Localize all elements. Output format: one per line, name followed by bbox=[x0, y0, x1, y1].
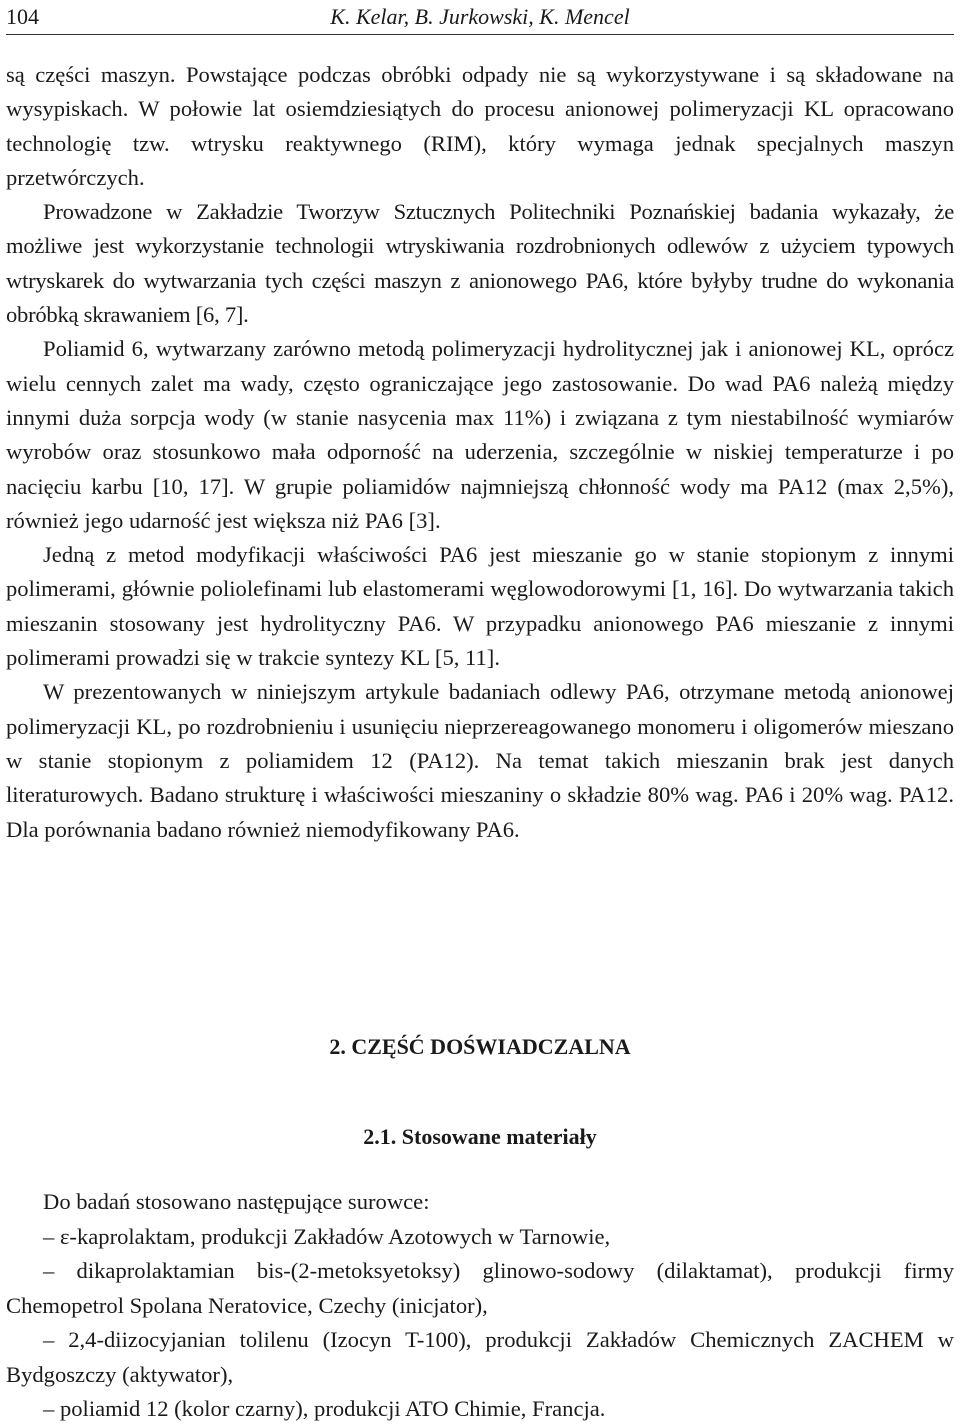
section-heading: 2. CZĘŚĆ DOŚWIADCZALNA bbox=[329, 1034, 631, 1059]
subsection-heading: 2.1. Stosowane materiały bbox=[363, 1124, 597, 1149]
paragraph: W prezentowanych w niniejszym artykule badaniach odlewy PA6, otrzymane metodą anionowej polimeryzacji KL, po rozdrobnieniu i usunięciu nieprzereagowanego monomeru i oligomerów mieszano w stanie stopionym z poliamidem 12 (PA12). Na temat takich mieszanin brak jest danych literaturowych. Badano strukturę i właściwości mieszaniny o składzie 80% wag. PA6 i 20% wag. PA12. Dla porównania badano również niemodyfikowany PA6. bbox=[6, 679, 954, 842]
materials-intro: Do badań stosowano następujące surowce: bbox=[43, 1189, 430, 1214]
article-body bbox=[6, 58, 954, 847]
page-header bbox=[6, 0, 954, 35]
running-head-authors: K. Kelar, B. Jurkowski, K. Mencel bbox=[330, 4, 630, 29]
list-item: – poliamid 12 (kolor czarny), produkcji ATO Chimie, Francja. bbox=[43, 1396, 606, 1421]
paragraph: Prowadzone w Zakładzie Tworzyw Sztucznych Politechniki Poznańskiej badania wykazały, że możliwe jest wykorzystanie technologii wtryskiwania rozdrobnionych odlewów z użyciem typowych wtryskarek do wytwarzania tych części maszyn z anionowego PA6, które byłyby trudne do wykonania obróbką skrawaniem [6, 7]. bbox=[6, 199, 954, 328]
page-number: 104 bbox=[6, 4, 39, 29]
paragraph: są części maszyn. Powstające podczas obróbki odpady nie są wykorzystywane i są składowane na wysypiskach. W połowie lat osiemdziesiątych do procesu anionowej polimeryzacji KL opracowano technologię tzw. wtrysku reaktywnego (RIM), który wymaga jednak specjalnych maszyn przetwórczych. bbox=[6, 62, 954, 190]
paragraph: Poliamid 6, wytwarzany zarówno metodą polimeryzacji hydrolitycznej jak i anionowej KL, oprócz wielu cennych zalet ma wady, często ograniczające jego zastosowanie. Do wad PA6 należą między innymi duża sorpcja wody (w stanie nasycenia max 11%) i związana z tym niestabilność wymiarów wyrobów oraz stosunkowo mała odporność na uderzenia, szczególnie w niskiej temperaturze i po nacięciu karbu [10, 17]. W grupie poliamidów najmniejszą chłonność wody ma PA12 (max 2,5%), również jego udarność jest większa niż PA6 [3]. bbox=[6, 336, 954, 533]
list-item: – dikaprolaktamian bis-(2-metoksyetoksy) glinowo-sodowy (dilaktamat), produkcji firmy Chemopetrol Spolana Neratovice, Czechy (inicjator), bbox=[6, 1258, 954, 1318]
materials-list bbox=[6, 1185, 954, 1427]
list-item: – ε-kaprolaktam, produkcji Zakładów Azotowych w Tarnowie, bbox=[43, 1223, 611, 1249]
paragraph: Jedną z metod modyfikacji właściwości PA6 jest mieszanie go w stanie stopionym z innymi polimerami, głównie poliolefinami lub elastomerami węglowodorowymi [1, 16]. Do wytwarzania takich mieszanin stosowany jest hydrolityczny PA6. W przypadku anionowego PA6 mieszanie z innymi polimerami prowadzi się w trakcie syntezy KL [5, 11]. bbox=[6, 542, 954, 671]
list-item: – 2,4-diizocyjanian tolilenu (Izocyn T-100), produkcji Zakładów Chemicznych ZACHEM w Bydgoszczy (aktywator), bbox=[6, 1327, 954, 1387]
